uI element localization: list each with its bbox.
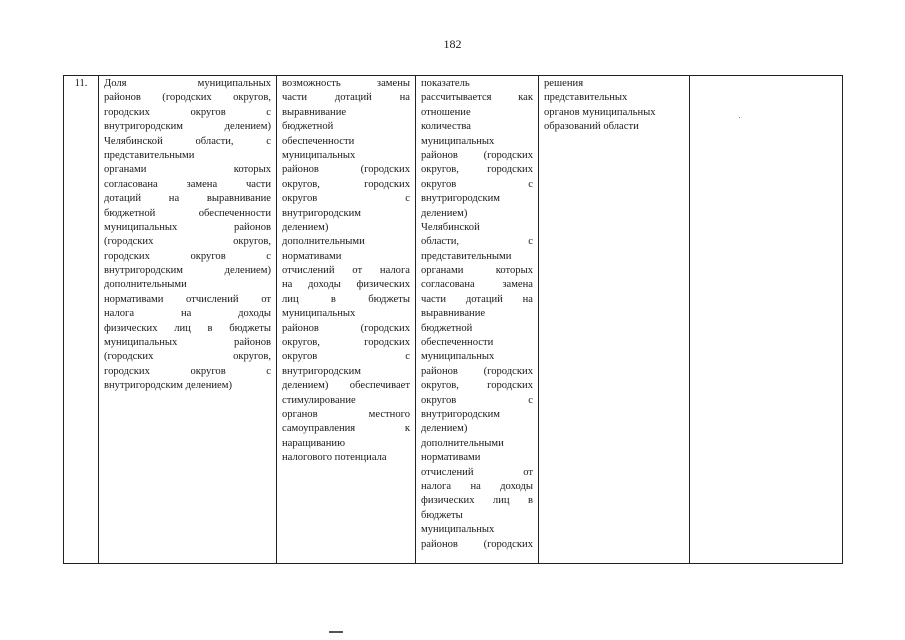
text-line: дополнительными: [421, 437, 504, 449]
text-line: представительными: [104, 149, 195, 161]
text-line: наращиванию: [282, 437, 346, 449]
scan-mark: [329, 631, 343, 633]
row-number: 11.: [74, 78, 88, 89]
text-line: дотаций на выравнивание: [104, 193, 271, 205]
text-line: решения: [544, 78, 584, 89]
text-line: районов (городских: [282, 322, 410, 334]
text-line: районов (городских: [421, 365, 533, 377]
text-line: внутригородским делением): [104, 121, 271, 133]
text-line: отчислений от налога: [282, 265, 410, 277]
text-line: самоуправления к: [282, 423, 410, 435]
empty-cell: [690, 76, 843, 564]
text-line: выравнивание: [421, 308, 486, 320]
text-line: (городских округов,: [104, 351, 271, 363]
text-line: образований области: [544, 121, 639, 133]
text-line: бюджетной: [282, 121, 334, 133]
text-line: (городских округов,: [104, 236, 271, 248]
text-line: бюджетной обеспеченности: [104, 207, 271, 219]
text-line: муниципальных районов: [104, 221, 271, 233]
text-line: внутригородским делением): [104, 265, 271, 277]
data-source-cell: [539, 76, 690, 564]
row-number-cell: [64, 76, 99, 564]
text-line: органов местного: [282, 408, 410, 420]
text-line: части дотаций на: [421, 293, 533, 305]
text-line: выравнивание: [282, 106, 347, 118]
text-line: городских округов с: [104, 106, 271, 118]
text-line: внутригородским: [421, 193, 500, 205]
text-line: городских округов с: [104, 365, 271, 377]
indicator-purpose-cell: [277, 76, 416, 564]
text-line: физических лиц в: [421, 495, 533, 507]
page-number: 182: [443, 37, 462, 51]
text-line: округов с: [282, 193, 410, 205]
text-line: нормативами: [282, 250, 342, 262]
text-line: рассчитывается как: [421, 92, 533, 104]
text-line: нормативами: [421, 452, 481, 464]
text-line: районов (городских: [421, 149, 533, 161]
indicator-name-cell: [99, 76, 277, 564]
text-line: бюджеты: [421, 509, 463, 521]
text-line: органов муниципальных: [544, 106, 656, 118]
text-line: делением): [282, 221, 329, 233]
text-line: делением): [421, 207, 468, 219]
text-line: внутригородским делением): [104, 380, 232, 392]
text-line: дополнительными: [104, 279, 187, 291]
text-line: части дотаций на: [282, 92, 410, 104]
text-line: округов, городских: [282, 178, 410, 190]
text-line: муниципальных: [421, 135, 495, 147]
text-line: согласована замена части: [104, 178, 271, 190]
text-line: обеспеченности: [282, 135, 355, 147]
text-line: Челябинской: [421, 221, 480, 233]
text-line: налогового потенциала: [282, 452, 387, 464]
text-line: стимулирование: [282, 394, 356, 406]
text-line: отношение: [421, 106, 471, 118]
text-line: округов, городских: [282, 337, 410, 349]
text-line: округов с: [282, 351, 410, 363]
text-line: округов с: [421, 178, 533, 190]
text-line: налога на доходы: [421, 480, 533, 492]
text-line: бюджетной: [421, 322, 473, 334]
table-row: [64, 76, 843, 564]
text-line: муниципальных: [421, 351, 495, 363]
text-line: представительных: [544, 92, 628, 104]
text-line: физических лиц в бюджеты: [104, 322, 271, 334]
text-line: Челябинской области, с: [104, 135, 271, 147]
text-line: возможность замены: [282, 78, 410, 89]
text-line: органами которых: [421, 265, 533, 277]
text-line: городских округов с: [104, 250, 271, 262]
text-line: внутригородским: [282, 365, 361, 377]
text-line: муниципальных: [282, 149, 356, 161]
text-line: делением): [421, 423, 468, 435]
text-line: согласована замена: [421, 279, 533, 291]
text-line: муниципальных: [282, 308, 356, 320]
text-line: делением) обеспечивает: [282, 380, 410, 392]
text-line: органами которых: [104, 164, 271, 176]
text-line: округов, городских: [421, 380, 533, 392]
text-line: районов (городских: [421, 538, 533, 550]
text-line: области, с: [421, 236, 533, 248]
text-line: на доходы физических: [282, 279, 410, 291]
text-line: обеспеченности: [421, 337, 494, 349]
text-line: отчислений от: [421, 466, 533, 478]
text-line: Доля муниципальных: [104, 78, 271, 89]
text-line: показатель: [421, 78, 470, 89]
text-line: представительными: [421, 250, 512, 262]
text-line: количества: [421, 121, 471, 133]
text-line: внутригородским: [282, 207, 361, 219]
calculation-method-cell: [416, 76, 539, 564]
text-line: муниципальных районов: [104, 337, 271, 349]
text-line: внутригородским: [421, 408, 500, 420]
text-line: округов с: [421, 394, 533, 406]
text-line: муниципальных: [421, 524, 495, 536]
text-line: округов, городских: [421, 164, 533, 176]
indicator-table: [63, 75, 843, 564]
scan-speck: [739, 117, 740, 118]
text-line: районов (городских округов,: [104, 92, 271, 104]
text-line: нормативами отчислений от: [104, 293, 271, 305]
text-line: налога на доходы: [104, 308, 271, 320]
text-line: дополнительными: [282, 236, 365, 248]
text-line: районов (городских: [282, 164, 410, 176]
text-line: лиц в бюджеты: [282, 293, 410, 305]
